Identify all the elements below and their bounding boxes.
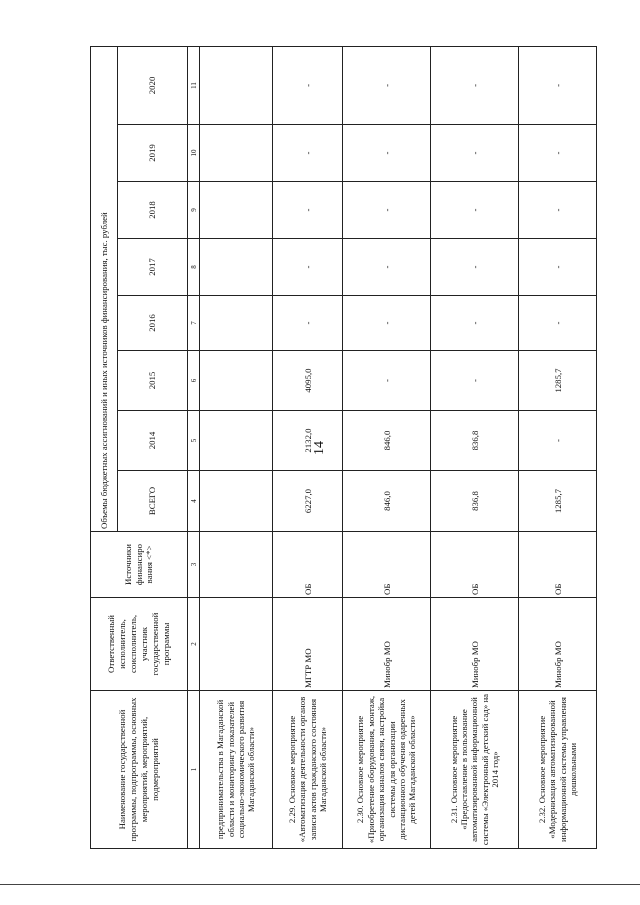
header-row-top bbox=[91, 46, 118, 848]
row-value-2014 bbox=[200, 411, 273, 471]
row-value-total: 1285,7 bbox=[519, 471, 597, 532]
row-value-2017: - bbox=[273, 239, 343, 296]
header-year-2020: 2020 bbox=[118, 46, 188, 124]
row-value-2015: 1285,7 bbox=[519, 351, 597, 411]
column-number: 6 bbox=[188, 351, 200, 411]
row-value-2019 bbox=[200, 125, 273, 182]
row-value-2018: - bbox=[431, 182, 519, 239]
row-value-2019: - bbox=[273, 125, 343, 182]
row-source: ОБ bbox=[343, 532, 431, 598]
row-value-2019: - bbox=[431, 125, 519, 182]
row-name: 2.32. Основное мероприятие «Модернизация автоматизированной информационной системы управления дошкольными bbox=[519, 691, 597, 849]
row-value-2017: - bbox=[431, 239, 519, 296]
row-name: 2.30. Основное мероприятие «Приобретение оборудования, монтаж, организация каналов связи, настройка системы для организации дистанционного обучения одаренных детей Магаданской области» bbox=[343, 691, 431, 849]
row-value-2017: - bbox=[519, 239, 597, 296]
header-year-total: ВСЕГО bbox=[118, 471, 188, 532]
row-value-2014: 2132,0 bbox=[273, 411, 343, 471]
row-value-2016: - bbox=[273, 296, 343, 351]
header-year-2019: 2019 bbox=[118, 125, 188, 182]
table-row bbox=[200, 46, 273, 848]
header-year-2018: 2018 bbox=[118, 182, 188, 239]
column-number: 10 bbox=[188, 125, 200, 182]
row-source: ОБ bbox=[431, 532, 519, 598]
row-executor: Минобр МО bbox=[519, 598, 597, 691]
row-source: ОБ bbox=[273, 532, 343, 598]
row-value-2020: - bbox=[519, 46, 597, 124]
row-executor: Минобр МО bbox=[343, 598, 431, 691]
header-name: Наименование государственной программы, подпрограммы, основных мероприятий, мероприятий, подмероприятий bbox=[91, 691, 188, 849]
row-value-2020: - bbox=[431, 46, 519, 124]
page-bottom-rule bbox=[0, 884, 640, 885]
column-number: 4 bbox=[188, 471, 200, 532]
row-value-total bbox=[200, 471, 273, 532]
table-row bbox=[273, 46, 343, 848]
row-value-2015: - bbox=[431, 351, 519, 411]
header-executor: Ответственный исполнитель, соисполнитель, участник государственной программы bbox=[91, 598, 188, 691]
row-source bbox=[200, 532, 273, 598]
column-number: 3 bbox=[188, 532, 200, 598]
row-value-2017: - bbox=[343, 239, 431, 296]
row-value-2014: - bbox=[519, 411, 597, 471]
rotated-table-container bbox=[90, 47, 576, 849]
row-value-2019: - bbox=[343, 125, 431, 182]
column-number: 5 bbox=[188, 411, 200, 471]
row-value-2016: - bbox=[519, 296, 597, 351]
header-year-2016: 2016 bbox=[118, 296, 188, 351]
header-funding-group: Объемы бюджетных ассигнований и иных источников финансирования, тыс. рублей bbox=[91, 46, 118, 531]
row-executor: Минобр МО bbox=[431, 598, 519, 691]
funding-table bbox=[90, 46, 597, 849]
row-value-total: 6227,0 bbox=[273, 471, 343, 532]
row-value-2015: 4095,0 bbox=[273, 351, 343, 411]
row-value-2018 bbox=[200, 182, 273, 239]
row-name: предпринимательства в Магаданской области и мониторингу показателей социально-экономического развития Магаданской области» bbox=[200, 691, 273, 849]
row-value-2020 bbox=[200, 46, 273, 124]
row-source: ОБ bbox=[519, 532, 597, 598]
column-number-row bbox=[188, 46, 200, 848]
row-value-total: 846,0 bbox=[343, 471, 431, 532]
row-value-2018: - bbox=[519, 182, 597, 239]
row-value-2017 bbox=[200, 239, 273, 296]
column-number: 9 bbox=[188, 182, 200, 239]
header-year-2014: 2014 bbox=[118, 411, 188, 471]
row-value-2015 bbox=[200, 351, 273, 411]
page-number: 14 bbox=[312, 441, 327, 455]
table-row bbox=[343, 46, 431, 848]
column-number: 8 bbox=[188, 239, 200, 296]
row-value-2015: - bbox=[343, 351, 431, 411]
row-value-2016: - bbox=[343, 296, 431, 351]
column-number: 7 bbox=[188, 296, 200, 351]
row-value-2019: - bbox=[519, 125, 597, 182]
row-value-2014: 846,0 bbox=[343, 411, 431, 471]
row-value-2016 bbox=[200, 296, 273, 351]
row-value-2018: - bbox=[273, 182, 343, 239]
header-sources: Источники финансиро вания <*> bbox=[91, 532, 188, 598]
header-year-2017: 2017 bbox=[118, 239, 188, 296]
header-year-2015: 2015 bbox=[118, 351, 188, 411]
row-name: 2.29. Основное мероприятие «Автоматизация деятельности органов записи актов гражданского состояния Магаданской области» bbox=[273, 691, 343, 849]
column-number: 2 bbox=[188, 598, 200, 691]
row-value-2020: - bbox=[273, 46, 343, 124]
row-value-2014: 836,8 bbox=[431, 411, 519, 471]
row-executor bbox=[200, 598, 273, 691]
row-value-total: 836,8 bbox=[431, 471, 519, 532]
row-value-2018: - bbox=[343, 182, 431, 239]
row-name: 2.31. Основное мероприятие «Предоставление в пользование автоматизированной информационной системы «Электронный детский сад» на 2014 год» bbox=[431, 691, 519, 849]
column-number: 11 bbox=[188, 46, 200, 124]
table-row bbox=[431, 46, 519, 848]
table-row bbox=[519, 46, 597, 848]
row-executor: МГТР МО bbox=[273, 598, 343, 691]
row-value-2016: - bbox=[431, 296, 519, 351]
row-value-2020: - bbox=[343, 46, 431, 124]
column-number: 1 bbox=[188, 691, 200, 849]
